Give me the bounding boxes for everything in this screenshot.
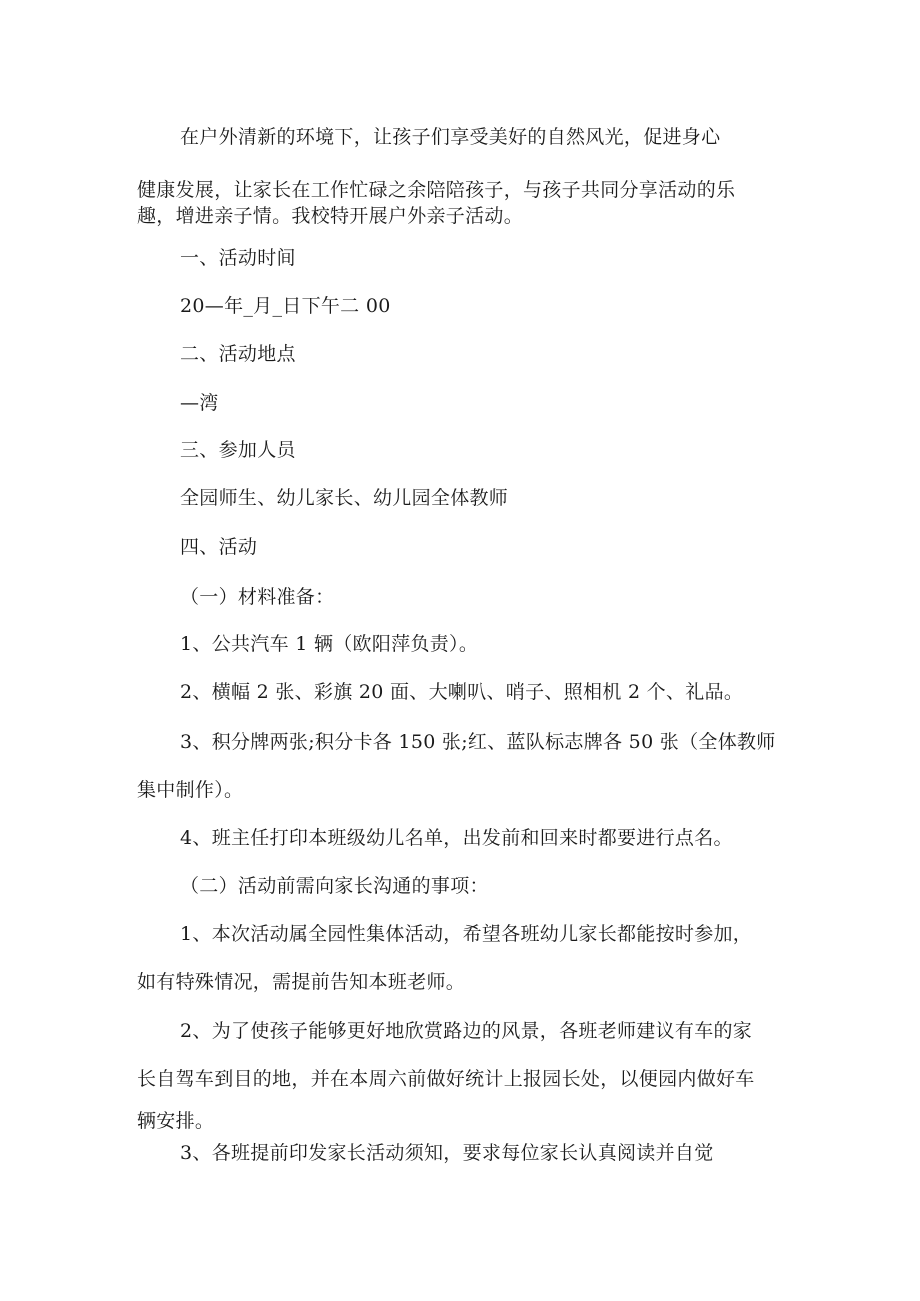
materials-item-3-line-1: 3、积分牌两张;积分卡各 150 张;红、蓝队标志牌各 50 张（全体教师 xyxy=(180,731,776,753)
heading-activity-time: 一、活动时间 xyxy=(180,247,296,269)
paragraph-intro-line-1: 在户外清新的环境下，让孩子们享受美好的自然风光，促进身心 xyxy=(180,126,721,148)
heading-activity-location: 二、活动地点 xyxy=(180,343,296,365)
materials-item-4: 4、班主任打印本班级幼儿名单，出发前和回来时都要进行点名。 xyxy=(180,827,733,849)
materials-item-3-line-2: 集中制作）。 xyxy=(137,779,244,801)
activity-location-value: —湾 xyxy=(180,392,219,414)
paragraph-intro-line-2: 健康发展，让家长在工作忙碌之余陪陪孩子，与孩子共同分享活动的乐 xyxy=(137,179,736,201)
subheading-parent-communication: （二）活动前需向家长沟通的事项： xyxy=(180,875,489,897)
materials-item-2: 2、横幅 2 张、彩旗 20 面、大喇叭、哨子、照相机 2 个、礼品。 xyxy=(180,681,744,703)
communication-item-2-line-3: 辆安排。 xyxy=(137,1110,215,1132)
communication-item-1-line-2: 如有特殊情况，需提前告知本班老师。 xyxy=(137,971,466,993)
communication-item-3-line-1: 3、各班提前印发家长活动须知，要求每位家长认真阅读并自觉 xyxy=(180,1142,714,1164)
activity-time-value: 20—年_月_日下午二 00 xyxy=(180,295,391,317)
materials-item-1: 1、公共汽车 1 辆（欧阳萍负责）。 xyxy=(180,633,479,655)
communication-item-2-line-2: 长自驾车到目的地，并在本周六前做好统计上报园长处，以便园内做好车 xyxy=(137,1068,755,1090)
heading-participants: 三、参加人员 xyxy=(180,439,296,461)
participants-value: 全园师生、幼儿家长、幼儿园全体教师 xyxy=(180,487,509,509)
communication-item-1-line-1: 1、本次活动属全园性集体活动，希望各班幼儿家长都能按时参加， xyxy=(180,923,753,945)
heading-activity: 四、活动 xyxy=(180,536,258,558)
paragraph-intro-line-3: 趣，增进亲子情。我校特开展户外亲子活动。 xyxy=(137,205,524,227)
communication-item-2-line-1: 2、为了使孩子能够更好地欣赏路边的风景，各班老师建议有车的家 xyxy=(180,1020,753,1042)
subheading-materials: （一）材料准备： xyxy=(180,586,335,608)
